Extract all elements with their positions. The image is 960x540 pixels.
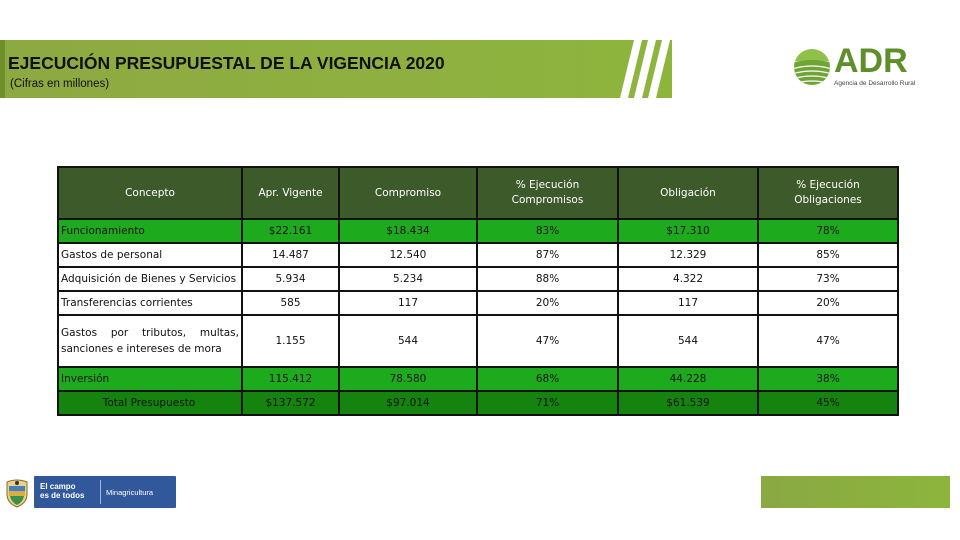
cell-apr-vigente: $137.572: [242, 391, 339, 415]
page-title: EJECUCIÓN PRESUPUESTAL DE LA VIGENCIA 2020: [8, 53, 445, 73]
ministry-name: Minagricultura: [106, 488, 154, 497]
cell-apr-vigente: 115.412: [242, 367, 339, 391]
cell-obligacion: $17.310: [618, 219, 758, 243]
cell-pct-obligaciones: 45%: [758, 391, 898, 415]
cell-compromiso: $97.014: [339, 391, 477, 415]
row-concept: Gastos de personal: [58, 243, 242, 267]
row-concept: Adquisición de Bienes y Servicios: [58, 267, 242, 291]
table-row: [58, 267, 898, 291]
column-header-apr-vigente: Apr. Vigente: [242, 167, 339, 219]
cell-pct-compromisos: 20%: [477, 291, 618, 315]
decorative-stripes: [620, 40, 676, 98]
column-header-pct-compromisos: % Ejecución Compromisos: [477, 167, 618, 219]
cell-pct-obligaciones: 47%: [758, 315, 898, 367]
cell-pct-obligaciones: 20%: [758, 291, 898, 315]
slogan-line-2: es de todos: [40, 491, 85, 500]
cell-compromiso: 117: [339, 291, 477, 315]
cell-pct-compromisos: 47%: [477, 315, 618, 367]
column-header-concepto: Concepto: [58, 167, 242, 219]
cell-obligacion: $61.539: [618, 391, 758, 415]
adr-logo-word: ADR: [834, 42, 908, 80]
table-row-total: [58, 391, 898, 415]
cell-pct-obligaciones: 73%: [758, 267, 898, 291]
cell-obligacion: 117: [618, 291, 758, 315]
table-row: [58, 219, 898, 243]
row-concept: Transferencias corrientes: [58, 291, 242, 315]
row-concept: Inversión: [58, 367, 242, 391]
globe-icon: [792, 47, 832, 87]
cell-pct-compromisos: 83%: [477, 219, 618, 243]
row-concept: Funcionamiento: [58, 219, 242, 243]
cell-apr-vigente: 585: [242, 291, 339, 315]
row-concept: Total Presupuesto: [58, 391, 242, 415]
adr-logo: [790, 44, 925, 94]
cell-compromiso: $18.434: [339, 219, 477, 243]
cell-obligacion: 12.329: [618, 243, 758, 267]
cell-apr-vigente: 5.934: [242, 267, 339, 291]
page-subtitle: (Cifras en millones): [10, 78, 110, 90]
cell-compromiso: 5.234: [339, 267, 477, 291]
column-header-pct-obligaciones: % Ejecución Obligaciones: [758, 167, 898, 219]
budget-table: [57, 166, 899, 416]
cell-apr-vigente: 14.487: [242, 243, 339, 267]
cell-apr-vigente: $22.161: [242, 219, 339, 243]
table-row: [58, 291, 898, 315]
cell-compromiso: 78.580: [339, 367, 477, 391]
cell-obligacion: 4.322: [618, 267, 758, 291]
title-band: [0, 40, 672, 98]
table-row: [58, 367, 898, 391]
cell-compromiso: 544: [339, 315, 477, 367]
cell-pct-obligaciones: 38%: [758, 367, 898, 391]
column-header-obligacion: Obligación: [618, 167, 758, 219]
slogan-line-1: El campo: [40, 482, 76, 491]
cell-apr-vigente: 1.155: [242, 315, 339, 367]
cell-pct-compromisos: 68%: [477, 367, 618, 391]
logo-divider: [100, 480, 101, 504]
government-logo: [0, 472, 178, 512]
row-concept: Gastos por tributos, multas, sanciones e intereses de mora: [58, 315, 242, 367]
footer-accent-bar: [761, 476, 950, 508]
cell-pct-compromisos: 71%: [477, 391, 618, 415]
cell-pct-obligaciones: 85%: [758, 243, 898, 267]
cell-compromiso: 12.540: [339, 243, 477, 267]
title-band-edge: [0, 40, 5, 98]
adr-logo-tagline: Agencia de Desarrollo Rural: [834, 80, 916, 87]
cell-pct-compromisos: 88%: [477, 267, 618, 291]
table-header-row: [58, 167, 898, 219]
cell-obligacion: 544: [618, 315, 758, 367]
cell-obligacion: 44.228: [618, 367, 758, 391]
column-header-compromiso: Compromiso: [339, 167, 477, 219]
table-row: [58, 315, 898, 367]
table-row: [58, 243, 898, 267]
coat-of-arms-icon: [4, 478, 30, 508]
cell-pct-compromisos: 87%: [477, 243, 618, 267]
cell-pct-obligaciones: 78%: [758, 219, 898, 243]
